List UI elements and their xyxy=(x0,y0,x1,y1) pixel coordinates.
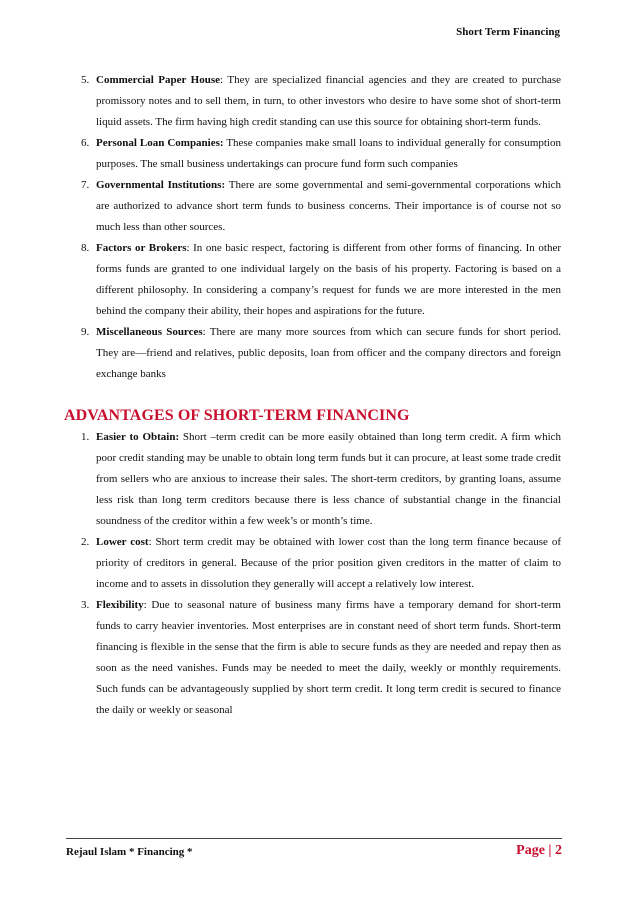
item-number: 8. xyxy=(81,242,90,254)
page-number: Page | 2 xyxy=(516,843,562,858)
list-item xyxy=(66,427,561,532)
list-item xyxy=(66,595,561,721)
item-text: Short term credit may be obtained with lower cost than the long term finance because of priority of creditors in general. Because of the prior position given creditors in the matter of claim to income and to assets in dissolution they generally will accept a relatively low interest. xyxy=(96,536,561,590)
list-item xyxy=(66,70,561,133)
item-term: Governmental Institutions: xyxy=(96,179,226,191)
page-content xyxy=(66,70,561,721)
list-item xyxy=(66,532,561,595)
list-item xyxy=(66,175,561,238)
item-text: Due to seasonal nature of business many firms have a temporary demand for short-term funds to carry heavier inventories. Most enterprises are in constant need of short term funds. Short-term financing is flexible in the sense that the firm is able to secure funds as they are needed and repay then as soon as the need vanishes. Funds may be needed to meet the daily, weekly or monthly requirements. Such funds can be advantageously supplied by short term credit. It long term credit is secured to finance the daily or weekly or seasonal xyxy=(96,599,561,716)
footer-author: Rejaul Islam * Financing * xyxy=(66,846,193,858)
item-term: Commercial Paper House xyxy=(96,74,221,86)
list-item xyxy=(66,133,561,175)
item-term: Easier to Obtain: xyxy=(96,431,180,443)
item-term: Lower cost xyxy=(96,536,149,548)
item-number: 1. xyxy=(81,431,90,443)
item-number: 7. xyxy=(81,179,90,191)
item-term-separator: : xyxy=(143,599,147,611)
item-number: 3. xyxy=(81,599,90,611)
list-item xyxy=(66,322,561,385)
item-text: Short –term credit can be more easily obtained than long term credit. A firm which poor credit standing may be unable to obtain long term funds but it can procure, at least some trade credit from sellers who are anxious to increase their sales. The short-term creditors, by granting loans, assume less risk than long term creditors because there is less chance of substantial change in the financial soundness of the creditor within a few week’s or month’s time. xyxy=(96,431,562,527)
sources-list xyxy=(66,70,561,385)
item-number: 2. xyxy=(81,536,90,548)
footer-divider xyxy=(66,838,562,839)
list-item xyxy=(66,238,561,322)
item-text: In one basic respect, factoring is different from other forms of financing. In other forms funds are granted to one individual largely on the basis of his property. Factoring is based on a different philosophy. In considering a company’s request for funds we are more interested in the men behind the company their ability, their hopes and aspirations for the future. xyxy=(96,242,561,317)
item-term: Flexibility xyxy=(96,599,144,611)
item-text: There are some governmental and semi-governmental corporations which are authorized to advance short term funds to business concerns. Their importance is of course not so much less than other sources. xyxy=(96,179,562,233)
item-text: These companies make small loans to individual generally for consumption purposes. The small business undertakings can procure fund form such companies xyxy=(96,137,561,170)
item-number: 6. xyxy=(81,137,90,149)
item-term-separator: : xyxy=(148,536,152,548)
item-term: Personal Loan Companies: xyxy=(96,137,224,149)
item-term-separator: : xyxy=(220,74,224,86)
page-header-title: Short Term Financing xyxy=(456,26,560,38)
item-text: They are specialized financial agencies and they are created to purchase promissory notes and to sell them, in turn, to other investors who desire to have some shot of short-term liquid assets. The firm having high credit standing can use this source for obtaining short-term funds. xyxy=(96,74,561,128)
item-text: There are many more sources from which can secure funds for short period. They are—friend and relatives, public deposits, loan from officer and the company directors and foreign exchange banks xyxy=(96,326,561,380)
item-term: Factors or Brokers xyxy=(96,242,187,254)
item-number: 5. xyxy=(81,74,90,86)
item-term: Miscellaneous Sources xyxy=(96,326,203,338)
advantages-list xyxy=(66,427,561,721)
item-term-separator: : xyxy=(202,326,206,338)
item-term-separator: : xyxy=(186,242,190,254)
section-heading: ADVANTAGES OF SHORT-TERM FINANCING xyxy=(64,407,410,424)
item-number: 9. xyxy=(81,326,90,338)
